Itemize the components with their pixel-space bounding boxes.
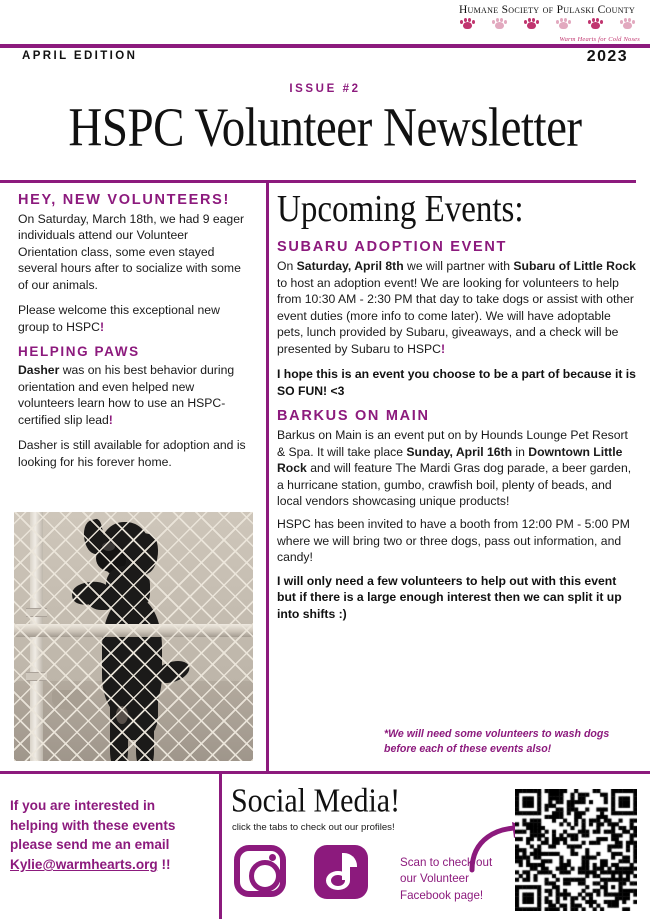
new-volunteers-paragraph-2 [18, 302, 250, 335]
cta-line-3: please send me an email [10, 837, 170, 853]
text-segment: On [277, 259, 297, 274]
organization-logo [452, 4, 642, 30]
text-segment: to host an adoption event! We are looking for volunteers to help from 10:30 AM - 2:30 PM that day to take dogs or assist with other event duties (more info to come later). We will have adoptable pets, lunch provided by Subaru, giveaways, and a check will be presented by Subaru to HSPC [277, 275, 634, 356]
helping-paws-text: was on his best behavior during orientation and even helped new volunteers learn how to use an HSPC-certified slip lead [18, 363, 235, 427]
text-segment: we will partner with [403, 259, 514, 274]
paw-print-icon [522, 17, 540, 30]
dog-photo [14, 512, 253, 761]
year-label: 2023 [586, 48, 628, 65]
event-partner: Subaru of Little Rock [513, 259, 636, 274]
exclaim-mark: ! [440, 341, 446, 356]
exclaim-mark: !! [157, 857, 171, 873]
volunteer-footnote: *We will need some volunteers to wash dogs before each of these events also! [384, 728, 610, 755]
welcome-text: Please welcome this exceptional new group to HSPC [18, 303, 220, 334]
cta-line-1: If you are interested in [10, 798, 156, 813]
barkus-event-paragraph-3: I will only need a few volunteers to help out with this event but if there is a large enough interest then we can split it up into shifts :) [277, 573, 622, 621]
event-location: Downtown Little Rock [277, 444, 623, 476]
issue-label: ISSUE #2 [289, 83, 361, 95]
scan-instruction-text: Scan to check out our Volunteer Facebook page! [400, 856, 493, 902]
cta-line-2: helping with these events [10, 817, 176, 833]
text-segment: and will feature The Mardi Gras dog parade, a beer garden, a hurricane station, gumbo, crawfish boil, plenty of beads, and local vendors showcasing unique products! [277, 461, 632, 508]
subaru-event-paragraph-1 [277, 258, 637, 357]
barkus-event-paragraph-2: HSPC has been invited to have a booth from 12:00 PM - 5:00 PM where we will bring two or three dogs, pass out information, and candy! [277, 517, 630, 565]
paw-print-icon [586, 17, 604, 30]
logo-divider-rule [0, 44, 650, 48]
bottom-divider-rule [0, 771, 650, 774]
section-heading-new-volunteers: HEY, NEW VOLUNTEERS! [18, 192, 231, 208]
column-divider-rule [266, 180, 269, 772]
exclaim-mark: ! [108, 412, 113, 427]
paw-print-icon [490, 17, 508, 30]
section-heading-helping-paws: HELPING PAWS [18, 344, 140, 360]
tiktok-icon[interactable] [314, 845, 368, 899]
section-heading-subaru-event: SUBARU ADOPTION EVENT [277, 239, 508, 256]
edition-label: APRIL EDITION [22, 50, 138, 62]
helping-paws-paragraph-1 [18, 362, 250, 428]
email-link[interactable]: Kylie@warmhearts.org [10, 857, 158, 873]
section-heading-barkus-event: BARKUS ON MAIN [277, 408, 430, 425]
top-divider-rule [0, 180, 636, 183]
paw-print-row [452, 16, 642, 30]
page-title: HSPC Volunteer Newsletter [68, 97, 582, 159]
paw-print-icon [554, 17, 572, 30]
qr-code[interactable] [515, 789, 637, 911]
event-date: Saturday, April 8th [296, 259, 404, 274]
upcoming-events-heading: Upcoming Events: [277, 188, 524, 230]
barkus-event-paragraph-1 [277, 427, 637, 509]
right-column [277, 188, 637, 631]
subaru-event-paragraph-2: I hope this is an event you choose to be a part of because it is SO FUN! <3 [277, 367, 636, 398]
cta-email-line[interactable] [10, 855, 210, 875]
text-segment: Barkus on Main is an event put on by Hounds Lounge Pet Resort & Spa. It will take place [277, 428, 628, 459]
text-segment: in [512, 444, 529, 459]
helping-paws-paragraph-2: Dasher is still available for adoption and is looking for his forever home. [18, 438, 246, 469]
instagram-icon[interactable] [234, 845, 286, 897]
paw-print-icon [458, 17, 476, 30]
exclaim-mark: ! [99, 319, 105, 334]
dog-name: Dasher [18, 363, 60, 378]
paw-print-icon [618, 17, 636, 30]
logo-tagline: Warm Hearts for Cold Noses [559, 36, 640, 43]
new-volunteers-paragraph-1: On Saturday, March 18th, we had 9 eager individuals attend our Volunteer Orientation class, some even stayed several hours after to socialize with some of our animals. [18, 212, 245, 292]
chain-link-mesh [14, 512, 253, 761]
organization-name: Humane Society of Pulaski County [458, 4, 636, 16]
footer-divider-rule [219, 774, 222, 919]
contact-call-to-action [10, 796, 210, 875]
event-date: Sunday, April 16th [406, 444, 513, 459]
social-media-subtext: click the tabs to check out our profiles! [232, 822, 395, 833]
social-media-heading: Social Media! [231, 782, 401, 820]
left-column [18, 192, 250, 479]
